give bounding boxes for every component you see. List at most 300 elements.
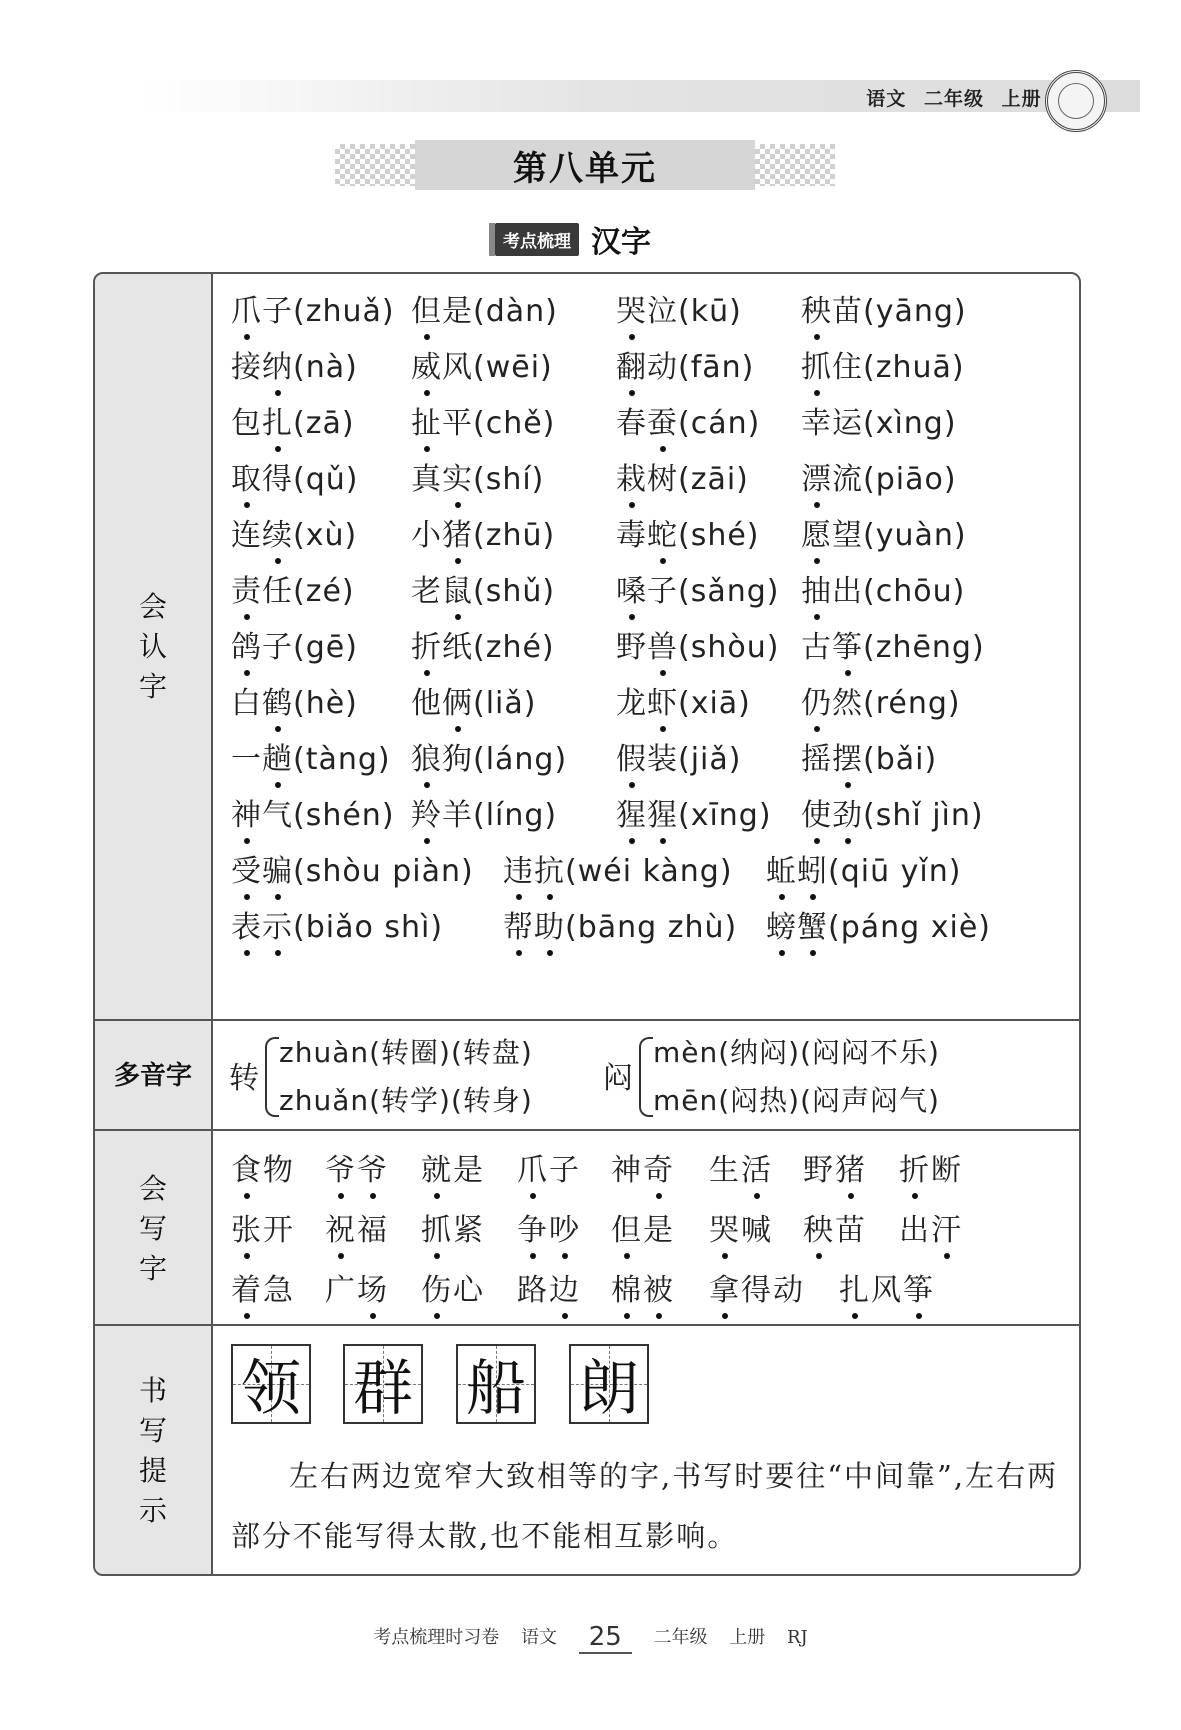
character: 白 [231,686,262,721]
write-word [899,1205,963,1249]
dotted-character: 狼 [411,734,442,778]
dotted-character: 鸽 [231,622,262,666]
write-content [213,1131,1079,1326]
write-word [803,1205,867,1249]
footer-subject: 语文 [520,1627,557,1648]
recognize-word [411,790,557,834]
polyphonic-character: 转 [229,1061,259,1096]
dotted-character: 拿 [709,1265,741,1309]
write-word [517,1145,581,1189]
character: 接 [231,350,262,385]
character: 古 [801,630,832,665]
character: 断 [931,1153,963,1188]
polyphonic-reading: mēn(闷热)(闷声闷气) [653,1084,940,1117]
tian-grid-box [231,1344,311,1424]
recognize-word [801,510,967,554]
character: 子 [262,294,293,329]
character: 幸 [801,406,832,441]
write-word [611,1265,675,1309]
tip-label: 书写提示 [138,1374,167,1527]
dotted-character: 抓 [801,342,832,386]
grid-character: 船 [466,1354,526,1424]
dotted-character: 骗 [262,846,293,890]
character: 野 [616,630,647,665]
dotted-character: 扯 [411,398,442,442]
recognize-word [801,790,984,834]
pinyin: (bǎi) [863,742,938,777]
dotted-character: 仍 [801,678,832,722]
character: 毒 [616,518,647,553]
pinyin: (gē) [293,630,358,665]
recognize-word [411,286,558,330]
unit-title: 第八单元 [415,140,755,190]
dotted-character: 神 [231,790,262,834]
write-label: 会写字 [138,1171,167,1285]
character: 子 [647,574,678,609]
dotted-character: 抽 [801,566,832,610]
dotted-character: 哭 [616,286,647,330]
recognize-word [231,846,474,890]
pinyin: (fān) [678,350,755,385]
dotted-character: 翻 [616,342,647,386]
polyphonic-reading: zhuǎn(转学)(转身) [279,1084,533,1117]
character: 物 [263,1153,295,1188]
character: 泣 [647,294,678,329]
character: 是 [643,1213,675,1248]
dotted-character: 蛇 [647,510,678,554]
pinyin: (shǐ jìn) [863,798,984,833]
polyphonic-label-cell [95,1021,213,1131]
character: 路 [517,1273,549,1308]
write-word [231,1205,295,1249]
pinyin: (xīng) [678,798,772,833]
pinyin: (xù) [293,518,358,553]
dotted-character: 兽 [647,622,678,666]
polyphonic-character: 闷 [603,1061,633,1096]
section-heading [495,218,651,260]
dotted-character: 秧 [803,1205,835,1249]
polyphonic-reading: zhuàn(转圈)(转盘) [279,1036,533,1069]
recognize-word [411,678,536,722]
dotted-character: 表 [231,902,262,946]
dotted-character: 俩 [442,678,473,722]
footer-book: 考点梳理时习卷 [373,1627,500,1648]
character: 平 [442,406,473,441]
recognize-word [231,902,443,946]
page-number: 25 [579,1622,632,1654]
dotted-character: 劲 [832,790,863,834]
dotted-character: 蚓 [797,846,828,890]
pinyin: (zhé) [473,630,555,665]
character: 羊 [442,798,473,833]
recognize-word [231,678,358,722]
brace-icon [639,1037,653,1117]
pinyin: (qǔ) [293,462,359,497]
footer-volume: 上册 [729,1627,766,1648]
dotted-character: 猪 [835,1145,867,1189]
dotted-character: 边 [549,1265,581,1309]
recognize-word [411,510,555,554]
recognize-word [766,846,961,890]
dotted-character: 着 [231,1265,263,1309]
recognize-word [616,342,754,386]
character: 真 [411,462,442,497]
recognize-word [231,510,357,554]
character: 生 [709,1153,741,1188]
pinyin: (yāng) [863,294,967,329]
write-word [517,1205,581,1249]
character: 运 [832,406,863,441]
dotted-character: 漂 [801,454,832,498]
pinyin: (kū) [678,294,742,329]
dotted-character: 伤 [421,1265,453,1309]
recognize-label: 会认字 [138,589,167,703]
dotted-character: 趟 [262,734,293,778]
character: 福 [357,1213,389,1248]
dotted-character: 纳 [262,342,293,386]
dotted-character: 助 [534,902,565,946]
checker-decoration-left [335,144,425,186]
dotted-character: 虾 [647,678,678,722]
write-word [709,1265,805,1309]
pinyin: (wéi kàng) [565,854,733,889]
write-word [421,1205,485,1249]
character: 一 [231,742,262,777]
write-word [611,1205,675,1249]
pinyin: (shén) [293,798,395,833]
brace-icon [265,1037,279,1117]
recognize-word [801,622,985,666]
recognize-word [616,398,760,442]
dotted-character: 棉 [611,1265,643,1309]
dotted-character: 活 [741,1145,773,1189]
character: 然 [832,686,863,721]
recognize-word [231,622,358,666]
recognize-row [95,274,1079,1019]
recognize-word [231,398,355,442]
dotted-character: 威 [411,342,442,386]
dotted-character: 爪 [517,1145,549,1189]
recognize-label-cell [95,274,213,1019]
dotted-character: 续 [262,510,293,554]
dotted-character: 祝 [325,1205,357,1249]
dotted-character: 汗 [931,1205,963,1249]
dotted-character: 被 [643,1265,675,1309]
dotted-character: 食 [231,1145,263,1189]
pinyin: (shòu piàn) [293,854,474,889]
character: 春 [616,406,647,441]
dotted-character: 摆 [832,734,863,778]
pinyin: (wēi) [473,350,553,385]
write-word [231,1265,295,1309]
recognize-word [231,286,395,330]
dotted-character: 爷 [357,1145,389,1189]
character: 狗 [442,742,473,777]
character: 包 [231,406,262,441]
header-volume: 上册 [1001,88,1042,110]
character: 流 [832,462,863,497]
write-word [517,1265,581,1309]
tip-label-cell [95,1326,213,1576]
write-word [325,1265,389,1309]
pinyin: (qiū yǐn) [828,854,962,889]
page-footer [0,1620,1181,1652]
dotted-character: 使 [801,790,832,834]
character: 是 [453,1153,485,1188]
grid-character: 领 [241,1354,301,1424]
recognize-word [411,398,555,442]
character: 风 [442,350,473,385]
pinyin: (bāng zhù) [565,910,738,945]
dotted-character: 实 [442,454,473,498]
dotted-character: 折 [411,622,442,666]
recognize-word [411,622,555,666]
dotted-character: 就 [421,1145,453,1189]
pinyin: (chōu) [863,574,966,609]
recognize-word [411,342,553,386]
character: 喊 [741,1213,773,1248]
write-label-cell [95,1131,213,1326]
recognize-word [231,566,355,610]
pinyin: (zhuǎ) [293,294,395,329]
recognize-word [411,734,567,778]
dotted-character: 抗 [534,846,565,890]
character: 苗 [835,1213,867,1248]
character: 树 [647,462,678,497]
character: 老 [411,574,442,609]
dotted-character: 假 [616,734,647,778]
pinyin: (shǔ) [473,574,556,609]
pinyin: (tàng) [293,742,391,777]
pinyin: (páng xiè) [828,910,991,945]
tian-grid-box [343,1344,423,1424]
checker-decoration-right [745,144,835,186]
character: 风 [871,1273,903,1308]
character: 开 [263,1213,295,1248]
dotted-character: 场 [357,1265,389,1309]
dotted-character: 鹤 [262,678,293,722]
character: 动 [773,1273,805,1308]
dotted-character: 筝 [903,1265,935,1309]
pinyin: (zhuā) [863,350,965,385]
dotted-character: 吵 [549,1205,581,1249]
pinyin: (shé) [678,518,760,553]
pinyin: (zā) [293,406,355,441]
write-word [421,1145,485,1189]
character: 气 [262,798,293,833]
character: 子 [262,630,293,665]
pinyin: (líng) [473,798,558,833]
character: 神 [611,1153,643,1188]
dotted-character: 扎 [262,398,293,442]
character: 广 [325,1273,357,1308]
recognize-word [801,342,965,386]
dotted-character: 猩 [647,790,678,834]
pinyin: (zhū) [473,518,556,553]
pinyin: (xìng) [863,406,957,441]
dotted-character: 爷 [325,1145,357,1189]
character: 纸 [442,630,473,665]
header-grade: 二年级 [923,88,984,110]
dotted-character: 蚯 [766,846,797,890]
tip-content [213,1326,1079,1576]
dotted-character: 猪 [442,510,473,554]
dotted-character: 折 [899,1145,931,1189]
character: 出 [832,574,863,609]
recognize-word [616,286,742,330]
recognize-word [231,790,395,834]
pinyin: (hè) [293,686,358,721]
pinyin: (piāo) [863,462,957,497]
recognize-word [503,846,733,890]
polyphonic-row [95,1019,1079,1131]
recognize-word [616,734,741,778]
character: 出 [899,1213,931,1248]
recognize-word [801,566,965,610]
pinyin: (jiǎ) [678,742,742,777]
writing-tip-text: 左右两边宽窄大致相等的字,书写时要往“中间靠”,左右两部分不能写得太散,也不能相互影响。 [231,1459,1059,1553]
recognize-word [231,454,358,498]
pinyin: (réng) [863,686,961,721]
character: 野 [803,1153,835,1188]
polyphonic-reading: mèn(纳闷)(闷闷不乐) [653,1036,940,1069]
dotted-character: 抓 [421,1205,453,1249]
dotted-character: 鼠 [442,566,473,610]
dotted-character: 蟹 [797,902,828,946]
content-table [93,272,1081,1576]
pinyin: (láng) [473,742,568,777]
character: 得 [741,1273,773,1308]
write-word [325,1145,389,1189]
dotted-character: 愿 [801,510,832,554]
dotted-character: 栽 [616,454,647,498]
pinyin: (zāi) [678,462,749,497]
recognize-word [616,566,779,610]
recognize-word [616,510,760,554]
grid-character: 朗 [579,1354,639,1424]
dotted-character: 螃 [766,902,797,946]
dotted-character: 奇 [643,1145,675,1189]
pinyin: (yuàn) [863,518,967,553]
recognize-word [503,902,737,946]
character: 动 [647,350,678,385]
character: 连 [231,518,262,553]
recognize-word [616,678,751,722]
write-word [611,1145,675,1189]
dotted-character: 违 [503,846,534,890]
dotted-character: 责 [231,566,262,610]
pinyin: (dàn) [473,294,558,329]
write-row [95,1129,1079,1326]
write-word [231,1145,295,1189]
character: 是 [442,294,473,329]
pinyin: (cán) [678,406,761,441]
character: 子 [549,1153,581,1188]
section-tag: 考点梳理 [495,223,579,256]
write-word [709,1145,773,1189]
recognize-word [801,454,957,498]
dotted-character: 爪 [231,286,262,330]
recognize-word [411,454,544,498]
dotted-character: 受 [231,846,262,890]
dotted-character: 帮 [503,902,534,946]
recognize-word [801,678,961,722]
write-word [839,1265,935,1309]
recognize-word [231,734,391,778]
write-word [899,1145,963,1189]
pinyin: (zhēng) [863,630,985,665]
character: 任 [262,574,293,609]
pinyin: (sǎng) [678,574,780,609]
dotted-character: 秧 [801,286,832,330]
character: 龙 [616,686,647,721]
write-word [709,1205,773,1249]
dotted-character: 张 [231,1205,263,1249]
recognize-word [801,734,937,778]
dotted-character: 争 [517,1205,549,1249]
footer-edition: RJ [786,1627,808,1648]
write-word [803,1145,867,1189]
dotted-character: 猩 [616,790,647,834]
dotted-character: 取 [231,454,262,498]
recognize-word [801,398,957,442]
dotted-character: 羚 [411,790,442,834]
tian-grid-box [456,1344,536,1424]
character: 望 [832,518,863,553]
character: 摇 [801,742,832,777]
pinyin: (shòu) [678,630,780,665]
character: 紧 [453,1213,485,1248]
header-subject: 语文 [866,88,907,110]
character: 住 [832,350,863,385]
pinyin: (chě) [473,406,556,441]
write-word [421,1265,485,1309]
polyphonic-content [213,1021,1079,1131]
pinyin: (nà) [293,350,358,385]
recognize-word [231,342,358,386]
unit-banner [335,140,835,190]
grid-character: 群 [353,1354,413,1424]
pinyin: (biǎo shì) [293,910,444,945]
dotted-character: 嗓 [616,566,647,610]
write-word [325,1205,389,1249]
pinyin: (shí) [473,462,545,497]
dotted-character: 蚕 [647,398,678,442]
footer-grade: 二年级 [653,1627,708,1648]
character: 装 [647,742,678,777]
pinyin: (liǎ) [473,686,537,721]
character: 他 [411,686,442,721]
recognize-word [616,622,779,666]
dotted-character: 哭 [709,1205,741,1249]
recognize-word [801,286,967,330]
tian-grid-box [569,1344,649,1424]
recognize-content [213,274,1079,1019]
section-title: 汉字 [591,225,651,260]
publisher-seal-icon [1045,70,1107,132]
recognize-word [616,454,749,498]
pinyin: (xiā) [678,686,751,721]
dotted-character: 但 [611,1205,643,1249]
recognize-word [411,566,555,610]
dotted-character: 示 [262,902,293,946]
character: 急 [263,1273,295,1308]
recognize-word [766,902,991,946]
tip-row [95,1324,1079,1576]
polyphonic-label: 多音字 [113,1061,192,1091]
recognize-word [616,790,772,834]
pinyin: (zé) [293,574,355,609]
